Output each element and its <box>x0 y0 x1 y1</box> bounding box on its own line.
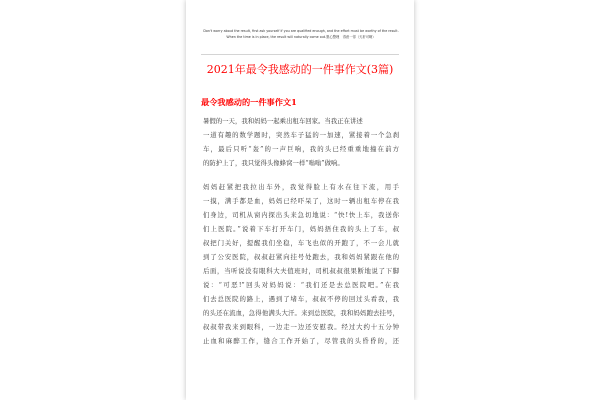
paragraph-line: 们身边，司机从窗内探出头来急切地说：“快!快上车，我送你 <box>203 211 399 219</box>
paragraph-line: 说：“可恶!”回头对妈妈说：“我们还是去总医院吧。”在我 <box>203 281 399 289</box>
paragraph-line: 后面，当听说没有眼科大夫值班时，司机叔叔很果断地说了下脚 <box>203 267 399 275</box>
header-divider <box>201 54 399 55</box>
paragraph-line: 的头还在流血，急得他满头大汗。来到总医院，我和妈妈跑去挂号， <box>203 309 399 317</box>
paragraph-line: 们上医院。”说着下车打开车门，妈妈捂住我的头上了车，叔 <box>203 225 399 233</box>
paragraph-line: 的防护上了，我只觉得头像蜂窝一样“嗡嗡”做响。 <box>203 159 344 167</box>
paragraph-line: 一摸，满手都是血，妈妈已经吓呆了，这时一辆出租车停在我 <box>203 197 399 205</box>
document-page <box>186 0 414 400</box>
paragraph-line: 暑假的一天，我和妈妈一起乘出租车回家。当我正在讲述 <box>203 117 363 125</box>
paragraph-line: 们去总医院的路上，遇到了堵车，叔叔不停的回过头看我，我 <box>203 295 399 303</box>
paragraph-line: 到了公安医院，叔叔赶紧向挂号处跑去，我和妈妈紧跟在他的 <box>203 253 399 261</box>
paragraph-line: 妈妈赶紧把我拉出车外，我觉得脸上有水在往下流，用手 <box>203 183 399 191</box>
header-quote: Don't worry about the result, first ask yourself if you are qualified enough, and the effort must be worthy of the result. When the time is in place, the result will naturally come out.愚心整理 得意一得（天折可啊） <box>203 29 399 39</box>
section-heading: 最令我感动的一件事作文1 <box>201 97 297 107</box>
paragraph-line: 叔把门关好，提醒我们坐稳，车飞也似的开跑了，不一会儿就 <box>203 239 399 247</box>
paragraph-line: 车，最后只听“轰”的一声巨响，我的头已经重重地撞在前方 <box>203 145 399 153</box>
document-title: 2021年最令我感动的一件事作文(3篇) <box>206 63 394 76</box>
paragraph-line: 一道有趣的数学题时，突然车子猛的一加速，紧接着一个急刹 <box>203 131 399 139</box>
paragraph-line: 叔叔带我来到眼科，一边走一边还安慰我。经过大约十五分钟 <box>203 323 399 331</box>
paragraph-line: 止血和麻醉工作，缝合工作开始了，尽管我的头昏昏的，还 <box>203 337 399 345</box>
